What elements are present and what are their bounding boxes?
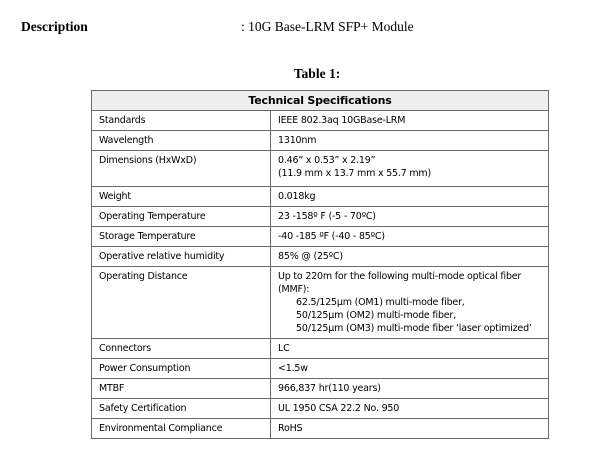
table-row (92, 247, 549, 267)
spec-value: RoHS (271, 419, 549, 439)
table-row (92, 419, 549, 439)
spec-value: 966,837 hr(110 years) (271, 379, 549, 399)
spec-label: MTBF (92, 379, 271, 399)
spec-label: Standards (92, 111, 271, 131)
table-row (92, 151, 549, 187)
spec-value: 23 -158º F (-5 - 70ºC) (271, 207, 549, 227)
table-row (92, 359, 549, 379)
spec-label: Operative relative humidity (92, 247, 271, 267)
spec-value: IEEE 802.3aq 10GBase-LRM (271, 111, 549, 131)
spec-value-line: 50/125μm (OM3) multi-mode fiber ‘laser optimized’ (296, 323, 532, 334)
spec-value: UL 1950 CSA 22.2 No. 950 (271, 399, 549, 419)
spec-value: 1310nm (271, 131, 549, 151)
spec-label: Storage Temperature (92, 227, 271, 247)
description-value: : 10G Base-LRM SFP+ Module (241, 19, 414, 34)
spec-value-line: 0.46” x 0.53” x 2.19” (278, 155, 376, 166)
spec-value: -40 -185 ºF (-40 - 85ºC) (271, 227, 549, 247)
spec-label: Operating Temperature (92, 207, 271, 227)
table-header: Technical Specifications (92, 91, 549, 111)
spec-value-line: 50/125μm (OM2) multi-mode fiber, (296, 310, 456, 321)
table-row (92, 131, 549, 151)
table-row (92, 267, 549, 339)
spec-label: Connectors (92, 339, 271, 359)
spec-label: Operating Distance (92, 267, 271, 339)
spec-value: <1.5w (271, 359, 549, 379)
spec-value (271, 151, 549, 187)
spec-value-line: 62.5/125μm (OM1) multi-mode fiber, (296, 297, 465, 308)
table-row (92, 111, 549, 131)
spec-label: Weight (92, 187, 271, 207)
spec-value: 85% @ (25ºC) (271, 247, 549, 267)
spec-label: Power Consumption (92, 359, 271, 379)
spec-label: Wavelength (92, 131, 271, 151)
spec-label: Safety Certification (92, 399, 271, 419)
spec-label: Environmental Compliance (92, 419, 271, 439)
table-row (92, 399, 549, 419)
spec-value-line: (11.9 mm x 13.7 mm x 55.7 mm) (278, 168, 431, 179)
spec-value-line: Up to 220m for the following multi-mode optical fiber (278, 271, 522, 282)
table-row (92, 207, 549, 227)
technical-specifications-table (91, 90, 549, 439)
table-row (92, 339, 549, 359)
table-caption: Table 1: (293, 66, 341, 81)
description-label: Description (21, 19, 88, 34)
spec-value (271, 267, 549, 339)
table-row (92, 187, 549, 207)
spec-value: 0.018kg (271, 187, 549, 207)
table-row (92, 227, 549, 247)
spec-label: Dimensions (HxWxD) (92, 151, 271, 187)
spec-value: LC (271, 339, 549, 359)
spec-value-line: (MMF): (278, 284, 310, 295)
table-row (92, 379, 549, 399)
